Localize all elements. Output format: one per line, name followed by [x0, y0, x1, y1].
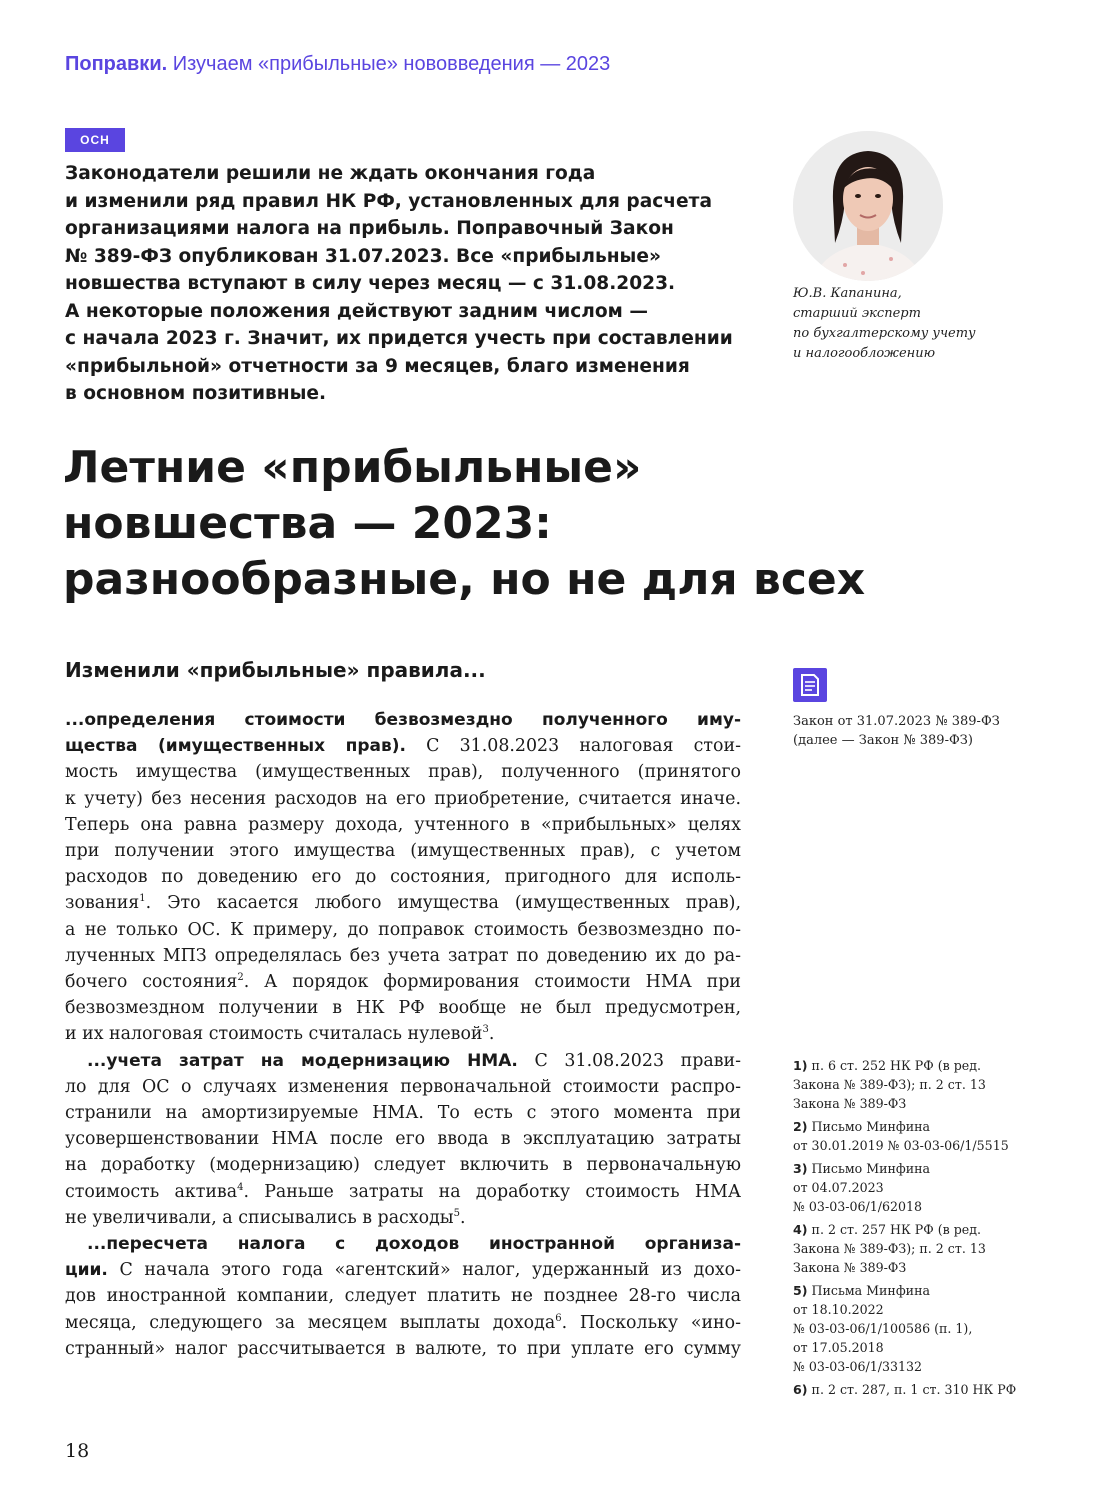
footnote-line: Закона № 389-ФЗ); п. 2 ст. 13	[793, 1077, 986, 1092]
footnote-1	[793, 1056, 1053, 1113]
lead-line: «прибыльной» отчетности за 9 месяцев, благо изменения	[65, 355, 690, 377]
title-line: Летние «прибыльные»	[63, 442, 642, 493]
footnote-ref[interactable]: 2	[237, 972, 244, 984]
footnote-2	[793, 1117, 1053, 1155]
footnote-line: Закона № 389-ФЗ	[793, 1096, 907, 1111]
lead-line: А некоторые положения действуют задним числом —	[65, 300, 648, 322]
author-caption	[793, 284, 1023, 364]
body-line: странили на амортизируемые НМА. То есть с этого момента при	[65, 1103, 741, 1124]
body-text: не увеличивали, а списывались в расходы	[65, 1207, 454, 1228]
footnote-text: п. 2 ст. 287, п. 1 ст. 310 НК РФ	[811, 1382, 1017, 1397]
footnote-ref[interactable]: 3	[482, 1024, 489, 1036]
body-text: . Это касается любого имущества (имущественных прав),	[145, 893, 741, 914]
author-name: Ю.В. Капанина,	[793, 286, 902, 301]
body-text: . А порядок формирования стоимости НМА при	[243, 972, 741, 993]
document-icon	[793, 668, 827, 702]
body-line	[65, 1179, 741, 1205]
tax-regime-badge: ОСН	[65, 128, 125, 152]
running-header	[65, 53, 610, 76]
body-line	[65, 1021, 741, 1047]
author-position: по бухгалтерскому учету	[793, 326, 976, 341]
footnotes	[793, 1056, 1053, 1403]
body-line	[65, 1048, 741, 1074]
header-section: Поправки.	[65, 53, 168, 75]
body-line: дов иностранной компании, следует платить не позднее 28-го числа	[65, 1286, 741, 1307]
body-line: при получении этого имущества (имущественных прав), с учетом	[65, 841, 741, 862]
body-line	[65, 1310, 741, 1336]
body-text: зования	[65, 893, 140, 914]
article-title	[63, 440, 1023, 608]
body-text: . Поскольку «ино-	[561, 1312, 741, 1333]
footnote-ref[interactable]: 5	[453, 1208, 460, 1220]
lead-line: и изменили ряд правил НК РФ, установленных для расчета	[65, 190, 712, 212]
footnote-line: от 04.07.2023	[793, 1180, 884, 1195]
body-text: .	[488, 1024, 495, 1045]
footnote-number: 2)	[793, 1119, 808, 1134]
body-line: а не только ОС. К примеру, до поправок стоимость безвозмездно по-	[65, 919, 741, 940]
footnote-number: 1)	[793, 1058, 808, 1073]
lead-line: новшества вступают в силу через месяц — с 31.08.2023.	[65, 273, 676, 294]
footnote-number: 4)	[793, 1222, 808, 1237]
body-text: С начала этого года «агентский» налог, удержанный из дохо-	[107, 1260, 741, 1281]
lead-line: с начала 2023 г. Значит, их придется учесть при составлении	[65, 328, 733, 349]
footnote-text: Письмо Минфина	[811, 1119, 931, 1134]
section-heading: Изменили «прибыльные» правила...	[65, 658, 486, 682]
footnote-ref[interactable]: 4	[237, 1181, 244, 1193]
body-line	[65, 707, 741, 733]
footnote-line: от 30.01.2019 № 03-03-06/1/5515	[793, 1138, 1009, 1153]
body-line	[65, 733, 741, 759]
body-text: С 31.08.2023 налоговая стои-	[405, 736, 741, 757]
footnote-6	[793, 1380, 1053, 1399]
footnote-text: Письмо Минфина	[811, 1161, 931, 1176]
body-line: безвозмездном получении в НК РФ вообще не был предусмотрен,	[65, 998, 741, 1019]
author-position: старший эксперт	[793, 306, 921, 321]
footnote-line: Закона № 389-ФЗ); п. 2 ст. 13	[793, 1241, 986, 1256]
body-line: Теперь она равна размеру дохода, учтенного в «прибыльных» целях	[65, 814, 741, 835]
footnote-line: от 17.05.2018	[793, 1340, 884, 1355]
footnote-line: № 03-03-06/1/33132	[793, 1359, 923, 1374]
footnote-text: п. 6 ст. 252 НК РФ (в ред.	[811, 1058, 981, 1073]
body-line	[65, 890, 741, 916]
body-line	[65, 1257, 741, 1283]
body-line	[65, 1231, 741, 1257]
body-text: . Раньше затраты на доработку стоимость НМА	[243, 1181, 741, 1202]
subheading-inline: щества (имущественных прав).	[65, 736, 406, 757]
body-line: лученных МПЗ определялась без учета затрат по доведению их до ра-	[65, 945, 741, 966]
footnote-line	[793, 1380, 1053, 1399]
lead-paragraph	[65, 160, 755, 408]
body-line: ло для ОС о случаях изменения первоначальной стоимости распро-	[65, 1076, 741, 1097]
subheading-inline: ...определения стоимости безвозмездно полученного иму-	[65, 710, 741, 730]
footnote-line	[793, 1159, 1053, 1178]
footnote-line	[793, 1281, 1053, 1300]
body-line: на доработку (модернизацию) следует включить в первоначальную	[65, 1155, 741, 1176]
lead-line: № 389-ФЗ опубликован 31.07.2023. Все «прибыльные»	[65, 245, 661, 267]
author-portrait-illustration	[793, 131, 943, 281]
footnote-text: п. 2 ст. 257 НК РФ (в ред.	[811, 1222, 981, 1237]
body-line: расходов по доведению его до состояния, пригодного для исполь-	[65, 867, 741, 888]
law-reference	[793, 712, 1053, 750]
footnote-ref[interactable]: 1	[139, 893, 146, 905]
footnote-line: № 03-03-06/1/62018	[793, 1199, 923, 1214]
footnote-ref[interactable]: 6	[555, 1312, 562, 1324]
lead-line: организациями налога на прибыль. Поправочный Закон	[65, 218, 674, 239]
page-number: 18	[65, 1440, 90, 1462]
body-line: странный» налог рассчитывается в валюте, то при уплате его сумму	[65, 1338, 741, 1359]
author-photo	[793, 131, 943, 281]
body-text: бочего состояния	[65, 972, 238, 993]
body-line	[65, 969, 741, 995]
subheading-inline: ...учета затрат на модернизацию НМА.	[87, 1050, 518, 1071]
title-line: разнообразные, но не для всех	[63, 554, 866, 605]
title-line: новшества — 2023:	[63, 498, 552, 549]
body-line: мость имущества (имущественных прав), полученного (принятого	[65, 762, 741, 783]
footnote-5	[793, 1281, 1053, 1376]
footnote-3	[793, 1159, 1053, 1216]
body-text: стоимость актива	[65, 1181, 238, 1202]
footnote-line	[793, 1220, 1053, 1239]
body-line: к учету) без несения расходов на его приобретение, считается иначе.	[65, 788, 741, 809]
footnote-line: от 18.10.2022	[793, 1302, 884, 1317]
author-position: и налогообложению	[793, 346, 936, 361]
header-topic: Изучаем «прибыльные» нововведения — 2023	[172, 53, 611, 75]
article-body	[65, 707, 741, 1362]
body-text: месяца, следующего за месяцем выплаты дохода	[65, 1312, 556, 1333]
footnote-number: 3)	[793, 1161, 808, 1176]
body-line	[65, 1205, 741, 1231]
body-text: С 31.08.2023 прави-	[517, 1050, 741, 1071]
lead-line: Законодатели решили не ждать окончания года	[65, 163, 596, 184]
footnote-number: 5)	[793, 1283, 808, 1298]
footnote-text: Письма Минфина	[811, 1283, 930, 1298]
footnote-4	[793, 1220, 1053, 1277]
footnote-line: № 03-03-06/1/100586 (п. 1),	[793, 1321, 973, 1336]
footnote-line	[793, 1056, 1053, 1075]
body-line: усовершенствовании НМА после его ввода в эксплуатацию затраты	[65, 1129, 741, 1150]
law-reference-line: (далее — Закон № 389-ФЗ)	[793, 733, 973, 748]
subheading-inline: ...пересчета налога с доходов иностранной организа-	[87, 1234, 741, 1255]
footnote-line	[793, 1117, 1053, 1136]
law-reference-line: Закон от 31.07.2023 № 389-ФЗ	[793, 714, 1000, 729]
body-text: и их налоговая стоимость считалась нулевой	[65, 1024, 483, 1045]
footnote-number: 6)	[793, 1382, 808, 1397]
body-text: .	[460, 1207, 466, 1228]
lead-line: в основном позитивные.	[65, 383, 327, 404]
footnote-line: Закона № 389-ФЗ	[793, 1260, 907, 1275]
subheading-inline: ции.	[65, 1260, 108, 1281]
